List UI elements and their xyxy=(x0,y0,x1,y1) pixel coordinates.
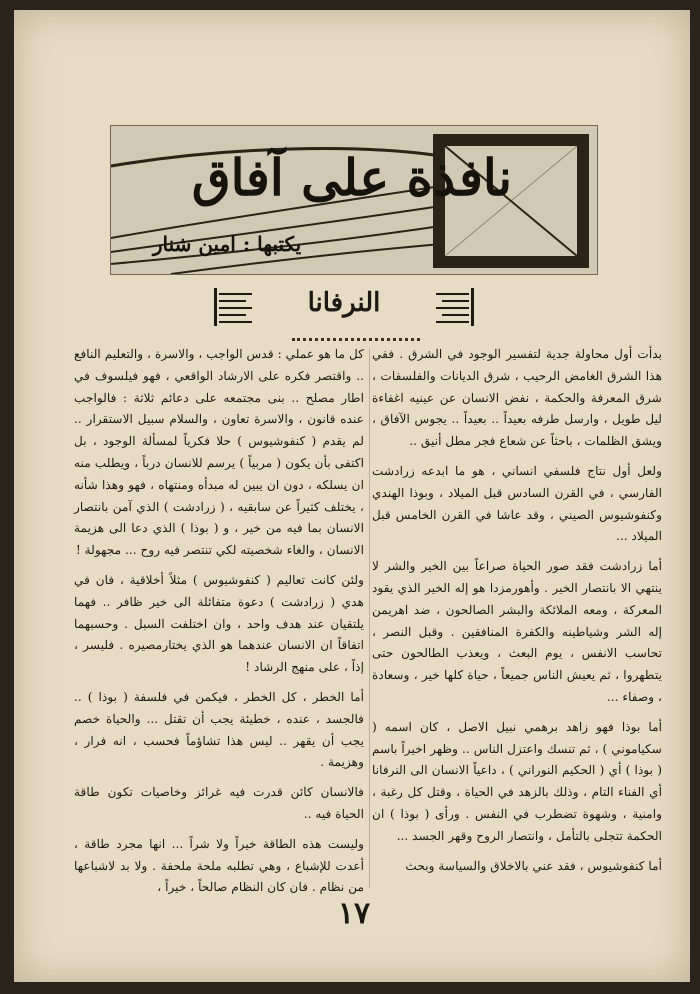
paragraph: فالانسان كائن قدرت فيه غرائز وخاصيات تكون طاقة الحياة فيه .. xyxy=(74,785,364,821)
article-title: النرفانا xyxy=(307,288,381,318)
banner-title: نافذة على آفاق xyxy=(191,148,513,207)
page-number: ١٧ xyxy=(337,896,371,931)
paragraph: أما كنفوشيوس ، فقد عني بالاخلاق والسياسة وبحث xyxy=(405,858,662,873)
paragraph: أما الخطر ، كل الخطر ، فيكمن في فلسفة ( بوذا ) .. فالجسد ، عنده ، خطيئة يجب أن تقتل ... والحياة خصم يجب أن يقهر .. ليس هذا تشاؤماً فحسب ، انه فرار ، وهزيمة . xyxy=(74,689,364,770)
column-divider xyxy=(369,348,370,888)
article-column-right xyxy=(372,344,662,885)
column-banner xyxy=(110,125,598,275)
article-header xyxy=(194,286,494,330)
paragraph: كل ما هو عملي : قدس الواجب ، والاسرة ، والتعليم النافع .. واقتصر فكره على الارشاد الواقعي ، فهو فيلسوف في اطار مصلح .. بنى مجتمعه على دعائم ثلاثة : فالواجب عنده قانون ، والاسرة تعاون ، والسلام سبيل الاستقرار .. لم يقدم ( كنفوشيوس ) حلا فكرياً لمسألة الوجود ، بل اكتفى بأن يكون ( مربياً ) يرسم للانسان درباً ، ويطلب منه ان يسلكه ، دون ان يبين له مبدأه ومنتهاه ، فهو وهذا شأنه ، يختلف كثيراً عن سابقيه ، ( زرادشت ) الذي آمن بانتصار الانسان بما فيه من خير ، و ( بوذا ) الذي دعا الى هزيمة الانسان ، والغاء شخصيته لكي تنتصر فيه روح ... مجهولة ! xyxy=(74,347,364,558)
paragraph: ولئن كانت تعاليم ( كنفوشيوس ) مثلاً أخلاقية ، فان في هدي ( زرادشت ) دعوة متفائلة الى خير ظافر .. فهما يلتقيان عند هدف واحد ، وان اختلفت السبل . وحسبهما اتفاقاً ان الانسان عندهما هو الذي يختارمصيره . فليسر ، إذاً ، على منهج الرشاد ! xyxy=(74,572,364,675)
article-column-left xyxy=(74,344,364,907)
paragraph: أما بوذا فهو زاهد برهمي نبيل الاصل ، كان اسمه ( سكياموني ) ، ثم تنسك واعتزل الناس .. وظهر اخيراً باسم ( بوذا ) أي ( الحكيم النوراني ) ، داعياً الانسان الى النرفانا أي الفناء التام ، وذلك بالزهد في الحياة ، وقتل كل رغبة ، وامنية ، وشهوة تضطرب في النفس . ورأى ( بوذا ) ان الحكمة تتجلى بالتأمل ، وانتصار الروح وقهر الجسد ... xyxy=(372,719,662,843)
paragraph: ولعل أول نتاج فلسفي انساني ، هو ما ابدعه زرادشت الفارسي ، في القرن السادس قبل الميلاد ، وبوذا الهندي وكنفوشيوس الصيني ، وقد عاشا في القرن الخامس قبل الميلاد ... xyxy=(372,463,662,544)
banner-byline: يكتبها : امين شنار xyxy=(152,232,302,256)
magazine-page xyxy=(14,10,690,982)
paragraph: بدأت أول محاولة جدية لتفسير الوجود في الشرق . ففي هذا الشرق الغامض الرحيب ، شرق الديانات والفلسفات ، شرق المعرفة والحكمة ، نفض الانسان عن عينيه اغفاءة ليل طويل ، وارسل طرفه بعيداً .. بعيداً .. يجوس الآفاق ، ويشق الظلمات ، باحثاً عن شعاع فجر مطل أنيق .. xyxy=(372,347,662,449)
paragraph: أما زرادشت فقد صور الحياة صراعاً بين الخير والشر لا ينتهي الا بانتصار الخير . وأهورمزدا هو إله الخير الذي يقود المعركة ، ومعه الملائكة والبشر الصالحون ، ضد اهريمن إله الشر وشياطينه والكفرة المنافقين . وقبل النصر ، تحاسب الانفس ، يوم البعث ، ويعذب الطالحون حتى يتطهروا ، ثم يعيش الناس جميعاً ، حياة كلها خير ، وسعادة ، وصفاء ... xyxy=(372,559,662,704)
paragraph: وليست هذه الطاقة خيراً ولا شراً ... انها مجرد طاقة ، أعدت للإشباع ، وهي تطلبه ملحة ملحفة . ولا بد لاشباعها من نظام . فان كان النظام صالحاً ، خيراً ، xyxy=(74,836,364,895)
